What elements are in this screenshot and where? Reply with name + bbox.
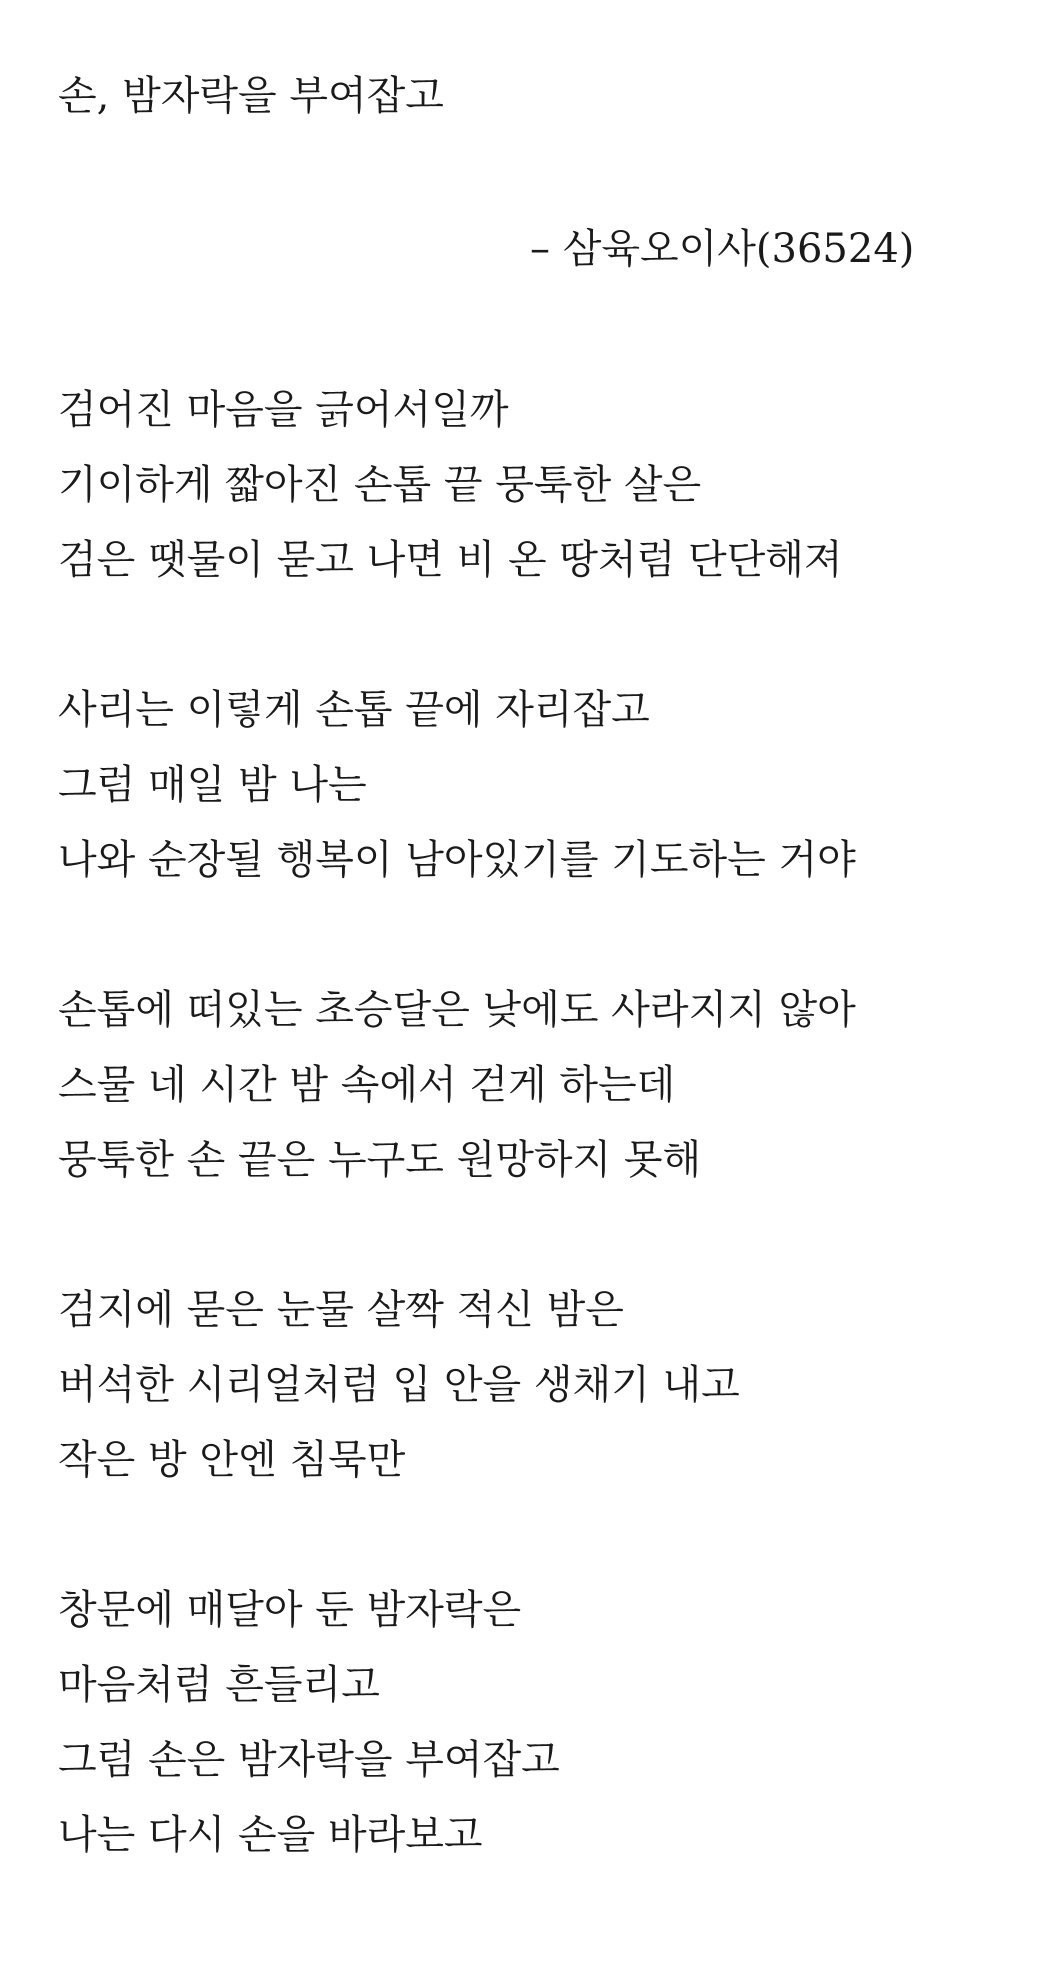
poem-line: 기이하게 짧아진 손톱 끝 뭉툭한 살은 bbox=[58, 462, 702, 508]
poem-line: 그럼 매일 밤 나는 bbox=[58, 762, 367, 808]
poem-title: 손, 밤자락을 부여잡고 bbox=[58, 73, 444, 119]
poem-line: 검은 땟물이 묻고 나면 비 온 땅처럼 단단해져 bbox=[58, 537, 843, 583]
poem-author: – 삼육오이사(36524) bbox=[530, 226, 915, 272]
poem-line: 손톱에 떠있는 초승달은 낮에도 사라지지 않아 bbox=[58, 987, 856, 1033]
stanza bbox=[58, 1273, 1018, 1498]
poem-line: 검어진 마음을 긁어서일까 bbox=[58, 387, 509, 433]
poem-line: 나는 다시 손을 바라보고 bbox=[58, 1812, 483, 1858]
poem-line: 창문에 매달아 둔 밤자락은 bbox=[58, 1587, 522, 1633]
poem-line: 그럼 손은 밤자락을 부여잡고 bbox=[58, 1737, 560, 1783]
poem-body bbox=[58, 373, 1018, 1948]
stanza bbox=[58, 373, 1018, 598]
poem-line: 버석한 시리얼처럼 입 안을 생채기 내고 bbox=[58, 1362, 740, 1408]
stanza bbox=[58, 973, 1018, 1198]
poem-line: 스물 네 시간 밤 속에서 걷게 하는데 bbox=[58, 1062, 676, 1108]
poem-line: 사리는 이렇게 손톱 끝에 자리잡고 bbox=[58, 687, 650, 733]
poem-line: 작은 방 안엔 침묵만 bbox=[58, 1437, 406, 1483]
poem-line: 뭉툭한 손 끝은 누구도 원망하지 못해 bbox=[58, 1137, 702, 1183]
poem-line: 검지에 묻은 눈물 살짝 적신 밤은 bbox=[58, 1287, 624, 1333]
poem-line: 마음처럼 흔들리고 bbox=[58, 1662, 380, 1708]
stanza bbox=[58, 1573, 1018, 1873]
stanza bbox=[58, 673, 1018, 898]
poem-line: 나와 순장될 행복이 남아있기를 기도하는 거야 bbox=[58, 837, 856, 883]
